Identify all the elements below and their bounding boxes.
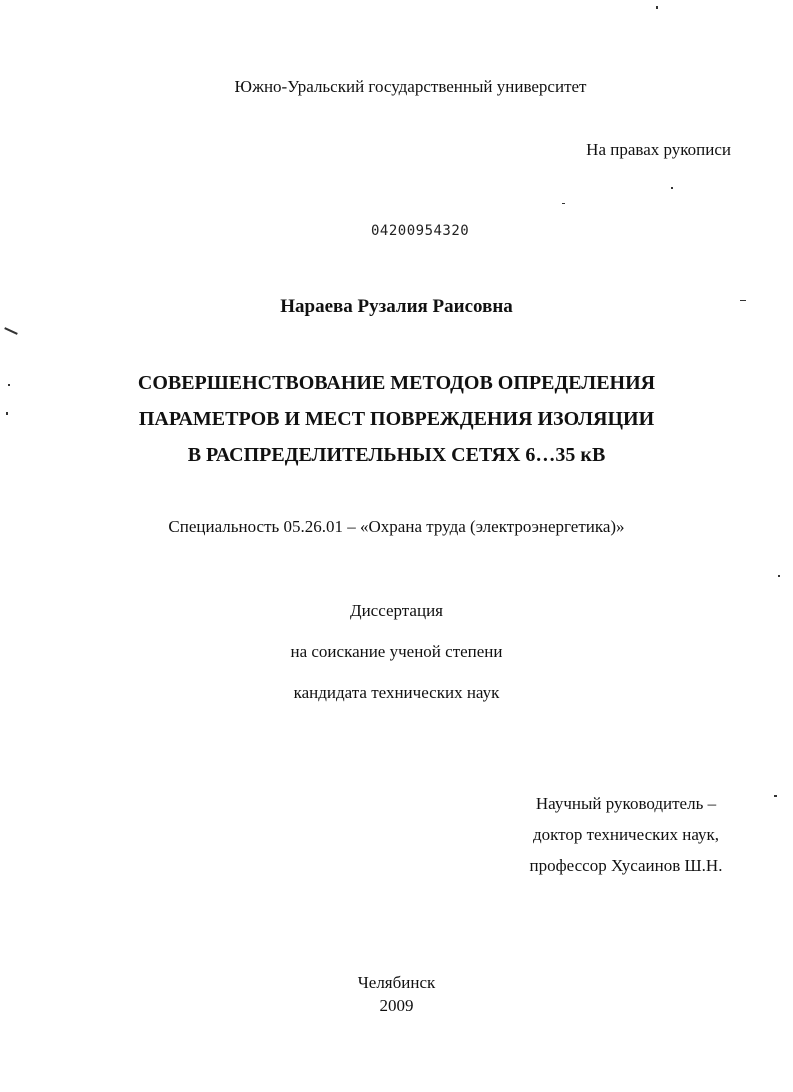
supervisor-degree: доктор технических наук, (532, 825, 720, 844)
university-name: Южно-Уральский государственный университет (234, 77, 587, 96)
scan-speck (671, 187, 673, 189)
dissertation-type: Диссертация (349, 601, 443, 620)
author-name: Нараева Рузалия Раисовна (280, 296, 513, 317)
title-line-3: В РАСПРЕДЕЛИТЕЛЬНЫХ СЕТЯХ 6…35 кВ (187, 444, 606, 466)
scan-speck (656, 6, 658, 9)
year: 2009 (379, 996, 414, 1015)
scan-speck (8, 384, 10, 386)
dissertation-purpose: на соискание ученой степени (290, 642, 503, 661)
city: Челябинск (357, 973, 436, 992)
dissertation-degree: кандидата технических наук (293, 683, 500, 702)
manuscript-note: На правах рукописи (586, 140, 731, 159)
scan-speck (4, 327, 18, 335)
scan-speck (562, 203, 565, 204)
document-number: 04200954320 (371, 223, 470, 239)
specialty: Специальность 05.26.01 – «Охрана труда (электроэнергетика)» (168, 517, 625, 536)
dissertation-title (0, 365, 793, 473)
scan-speck (774, 795, 777, 797)
supervisor-name: профессор Хусаинов Ш.Н. (529, 856, 723, 875)
title-line-2: ПАРАМЕТРОВ И МЕСТ ПОВРЕЖДЕНИЯ ИЗОЛЯЦИИ (138, 408, 655, 430)
supervisor-block (520, 788, 732, 881)
scan-speck (6, 412, 8, 415)
scan-speck (740, 300, 746, 301)
scan-speck (778, 575, 780, 577)
title-line-1: СОВЕРШЕНСТВОВАНИЕ МЕТОДОВ ОПРЕДЕЛЕНИЯ (137, 372, 656, 394)
supervisor-role: Научный руководитель – (535, 794, 717, 813)
